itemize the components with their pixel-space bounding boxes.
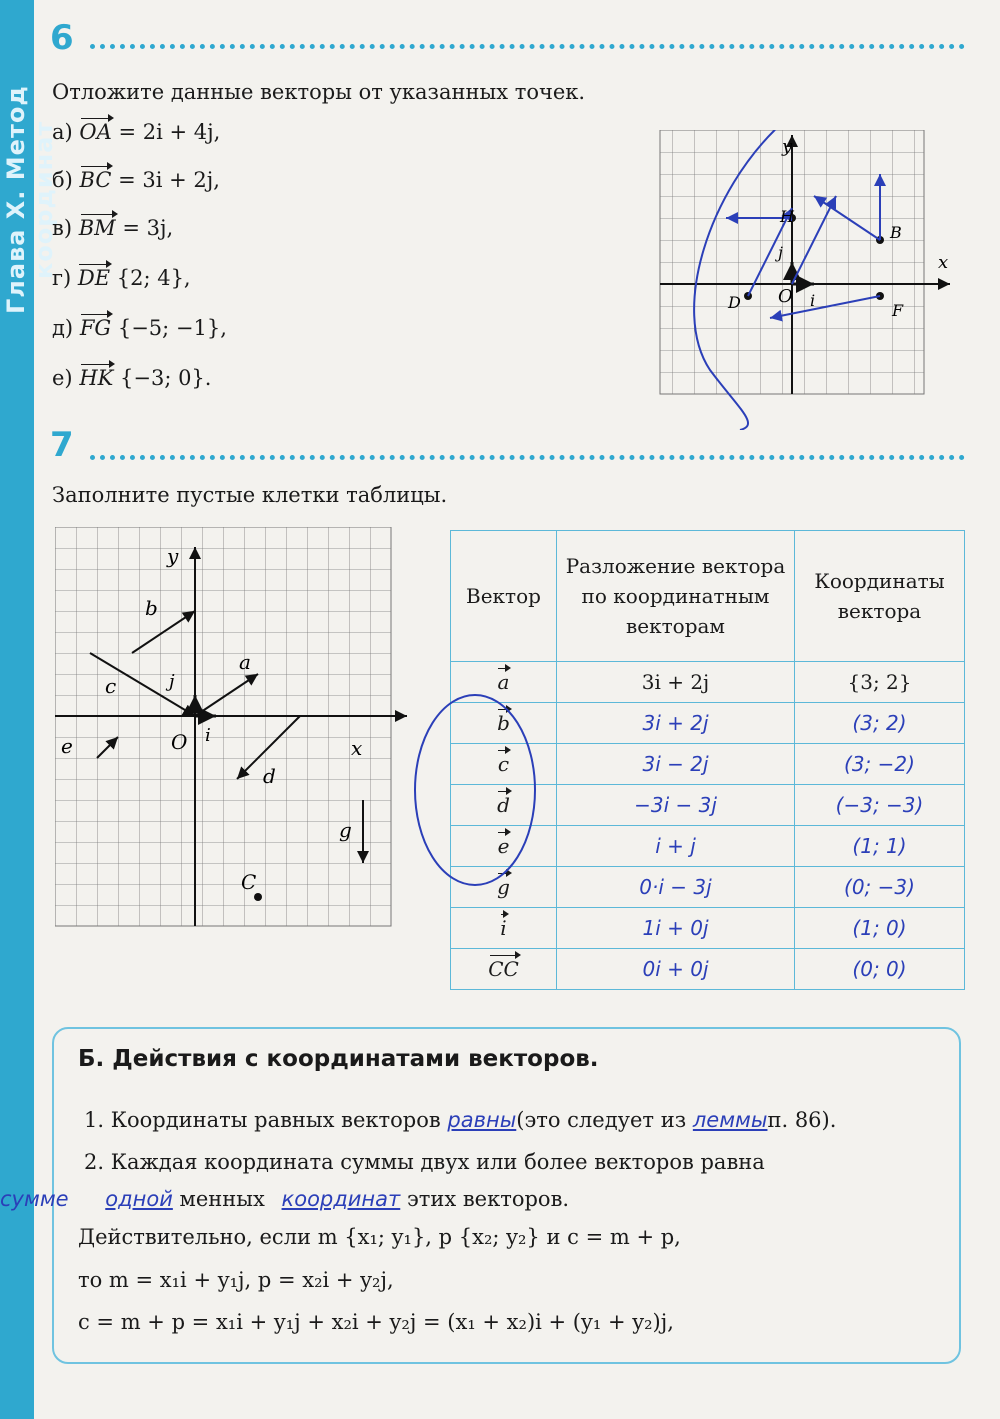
task6-item-a (52, 120, 220, 144)
j-label: j (169, 671, 175, 692)
axis-x-label: x (938, 252, 949, 273)
cell-decomposition: 3i + 2j (557, 662, 795, 703)
rule-2-continued (0, 1187, 569, 1211)
b-label: b (145, 596, 158, 620)
F-label: F (892, 301, 904, 320)
d-label: d (263, 764, 276, 788)
cell-coordinates: (1; 0) (795, 908, 965, 949)
point-C (254, 893, 262, 901)
H-label: H (780, 207, 794, 226)
chapter-title: Глава X. Метод координат (2, 85, 58, 315)
rule-1-text-3: п. 86). (767, 1108, 837, 1132)
j-label: j (778, 243, 783, 262)
task6-item-d (52, 266, 191, 290)
axis-x-label: x (351, 736, 363, 760)
task6-grid (650, 130, 960, 430)
rule-1 (84, 1108, 836, 1132)
e-label: e (61, 734, 73, 758)
rule-1-text: 1. Координаты равных векторов (84, 1108, 441, 1132)
task6-divider (90, 44, 965, 49)
vector-symbol: CC (488, 957, 519, 981)
vector-symbol: g (497, 875, 510, 899)
handwritten-answer: одной (105, 1187, 173, 1211)
table-header-row (451, 531, 965, 662)
axis-y-label: y (782, 136, 793, 157)
cell-decomposition: i + j (557, 826, 795, 867)
C-label: C (241, 870, 257, 894)
cell-decomposition: −3i − 3j (557, 785, 795, 826)
item-label: е) (52, 366, 73, 390)
task7-instruction: Заполните пустые клетки таблицы. (52, 483, 448, 507)
vector-symbol: c (497, 752, 510, 776)
grid-area (55, 527, 391, 926)
handwritten-answer-2: координат (281, 1187, 401, 1211)
cell-coordinates: (−3; −3) (795, 785, 965, 826)
pen-stroke (415, 695, 535, 885)
vector-expr: = 3j, (115, 216, 174, 240)
table-row (451, 908, 965, 949)
task7-number: 7 (50, 425, 74, 465)
D-label: D (728, 293, 741, 312)
vector-symbol: a (497, 670, 510, 694)
cell-coordinates: (3; 2) (795, 703, 965, 744)
vector-expr: = 2i + 4j, (111, 120, 221, 144)
task6-instruction: Отложите данные векторы от указанных точек. (52, 80, 586, 104)
cell-vector (451, 908, 557, 949)
cell-coordinates: {3; 2} (795, 662, 965, 703)
task6-item-b (52, 168, 220, 192)
vector-symbol: i (500, 916, 507, 940)
col-header-coordinates: Координаты вектора (795, 531, 965, 662)
col-header-decomposition: Разложение вектора по координатным векторам (557, 531, 795, 662)
cell-coordinates: (0; 0) (795, 949, 965, 990)
cell-decomposition: 1i + 0j (557, 908, 795, 949)
proof-line-1: Действительно, если m {x₁; y₁}, p {x₂; y₂} и c = m + p, (78, 1225, 681, 1249)
vector-expr: {2; 4}, (110, 266, 191, 290)
cell-decomposition: 3i − 2j (557, 744, 795, 785)
rule-2-text-2: этих векторов. (406, 1187, 570, 1211)
vector-name: HK (79, 366, 114, 390)
i-label: i (810, 291, 816, 310)
cell-decomposition: 3i + 2j (557, 703, 795, 744)
pen-ellipse (400, 690, 560, 900)
handwritten-answer: равны (447, 1108, 517, 1132)
vector-expr: = 3i + 2j, (111, 168, 220, 192)
vector-symbol: b (497, 711, 510, 735)
vector-symbol: e (497, 834, 510, 858)
vector-name: BM (78, 216, 116, 240)
task6-item-f (52, 366, 211, 390)
vector-name: BC (79, 168, 112, 192)
item-label: б) (52, 168, 73, 192)
vector-name: FG (79, 316, 112, 340)
proof-line-3: c = m + p = x₁i + y₁j + x₂i + y₂j = (x₁ + x₂)i + (y₁ + y₂)j, (78, 1310, 674, 1334)
rule-2-text: менных (179, 1187, 265, 1211)
col-header-vector: Вектор (451, 531, 557, 662)
c-label: c (105, 674, 117, 698)
proof-line-2: то m = x₁i + y₁j, p = x₂i + y₂j, (78, 1268, 394, 1292)
origin-label: O (171, 730, 188, 754)
cell-coordinates: (1; 1) (795, 826, 965, 867)
task6-item-e (52, 316, 227, 340)
cell-decomposition: 0·i − 3j (557, 867, 795, 908)
table-row (451, 949, 965, 990)
cell-coordinates: (0; −3) (795, 867, 965, 908)
rule-2: 2. Каждая координата суммы двух или более векторов равна (84, 1150, 765, 1174)
item-label: а) (52, 120, 73, 144)
vector-name: OA (79, 120, 112, 144)
task6-number: 6 (50, 18, 74, 58)
g-label: g (339, 818, 352, 842)
cell-decomposition: 0i + 0j (557, 949, 795, 990)
item-label: в) (52, 216, 73, 240)
vector-symbol: d (497, 793, 510, 817)
vector-name: DE (77, 266, 111, 290)
task7-grid (55, 527, 420, 942)
cell-coordinates: (3; −2) (795, 744, 965, 785)
B-label: B (890, 223, 902, 242)
vector-expr: {−3; 0}. (113, 366, 212, 390)
handwritten-answer-2: леммы (692, 1108, 768, 1132)
handwritten-margin-note: сумме (0, 1187, 69, 1211)
rule-1-text-2: (это следует из (516, 1108, 687, 1132)
task6-item-c (52, 216, 173, 240)
item-label: д) (52, 316, 74, 340)
task7-divider (90, 455, 965, 460)
item-label: г) (52, 266, 72, 290)
origin-label: O (778, 286, 793, 307)
vector-expr: {−5; −1}, (111, 316, 227, 340)
a-label: a (239, 650, 251, 674)
axis-y-label: y (167, 544, 179, 568)
i-label: i (205, 725, 211, 746)
cell-vector (451, 949, 557, 990)
section-b-title: Б. Действия с координатами векторов. (78, 1046, 599, 1072)
